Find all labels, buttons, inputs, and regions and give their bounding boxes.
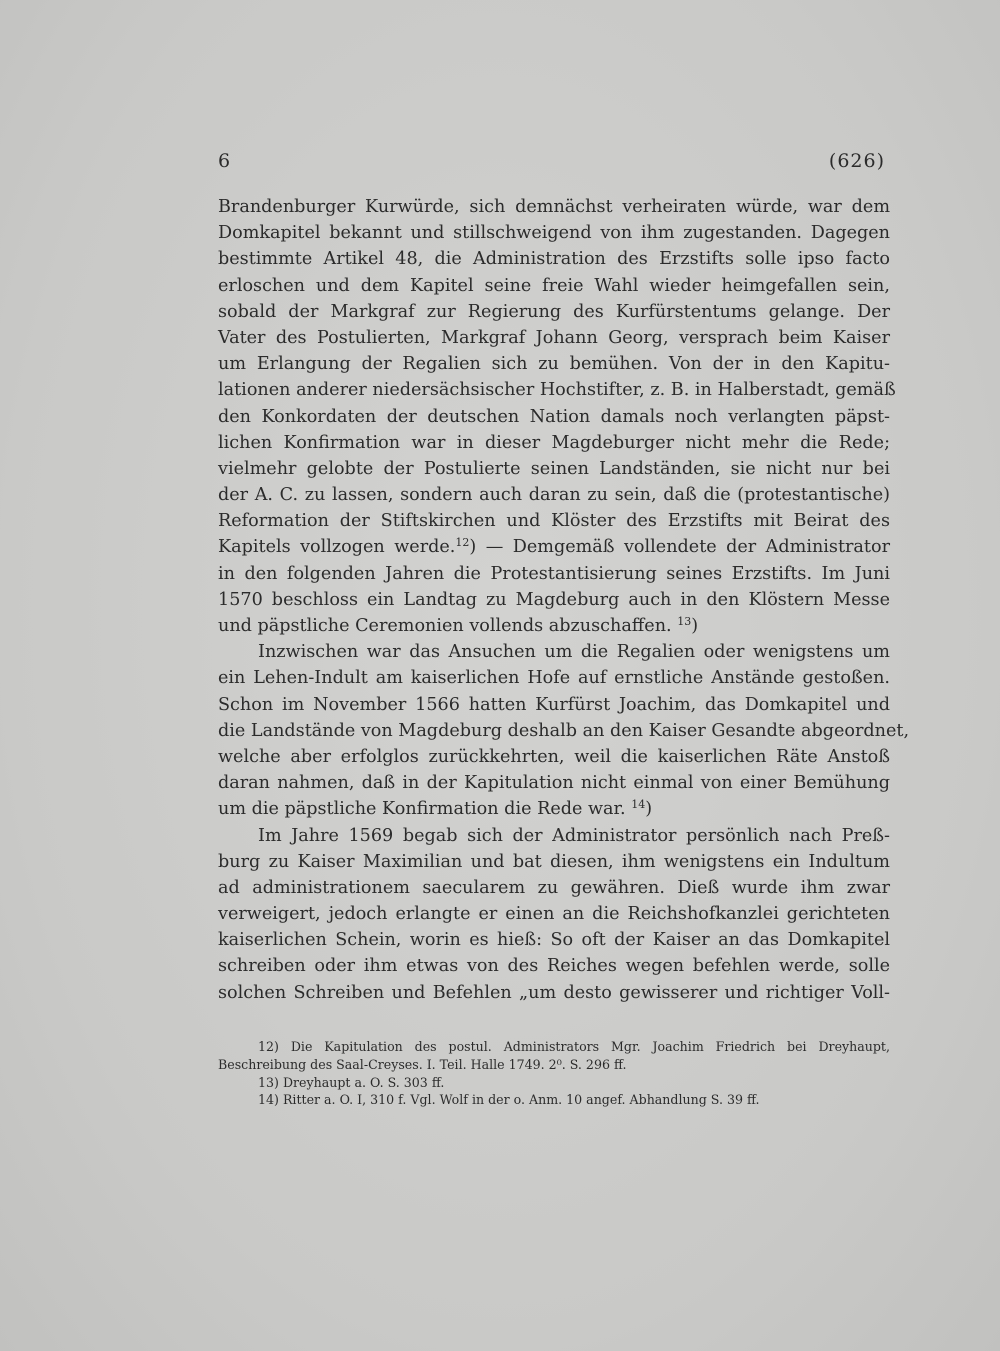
text-line: verweigert, jedoch erlangte er einen an die Reichshofkanzlei gerichteten	[218, 904, 890, 925]
text-line: Reformation der Stiftskirchen und Klöster des Erzstifts mit Beirat des	[218, 511, 890, 532]
text-line: lationen anderer niedersächsischer Hochstifter, z. B. in Halberstadt, gemäß	[218, 380, 896, 401]
original-page-number: (626)	[828, 150, 885, 172]
text-line	[218, 534, 890, 560]
text-line: daran nahmen, daß in der Kapitulation nicht einmal von einer Bemühung	[218, 773, 890, 794]
text-line: lichen Konfirmation war in dieser Magdeburger nicht mehr die Rede;	[218, 432, 890, 453]
footnote-line: 14) Ritter a. O. I, 310 f. Vgl. Wolf in der o. Anm. 10 angef. Abhandlung S. 39 ff.	[258, 1092, 760, 1108]
text-line: Vater des Postulierten, Markgraf Johann Georg, versprach beim Kaiser	[218, 327, 890, 348]
text-line: solchen Schreiben und Befehlen „um desto gewisserer und richtiger Voll-	[218, 982, 890, 1003]
footnote-line: Beschreibung des Saal-Creyses. I. Teil. Halle 1749. 2⁰. S. 296 ff.	[218, 1056, 627, 1072]
page-header	[218, 150, 885, 182]
text-line: welche aber erfolglos zurückkehrten, weil die kaiserlichen Räte Anstoß	[218, 746, 890, 767]
body-text	[218, 194, 910, 1006]
text-line: erloschen und dem Kapitel seine freie Wahl wieder heimgefallen sein,	[218, 275, 890, 296]
footnote-reference: 14	[631, 798, 646, 812]
text-segment: Kapitels vollzogen werde.	[218, 537, 456, 558]
text-line: in den folgenden Jahren die Protestantisierung seines Erzstifts. Im Juni	[218, 563, 890, 584]
page-number: 6	[218, 150, 231, 172]
text-segment: ) — Demgemäß vollendete der Administrator	[469, 537, 890, 558]
text-segment: )	[645, 799, 653, 820]
text-line: kaiserlichen Schein, worin es hieß: So oft der Kaiser an das Domkapitel	[218, 930, 890, 951]
text-line: 1570 beschloss ein Landtag zu Magdeburg auch in den Klöstern Messe	[218, 589, 890, 610]
text-line: die Landstände von Magdeburg deshalb an den Kaiser Gesandte abgeordnet,	[218, 720, 910, 741]
text-line	[218, 796, 890, 822]
text-segment: )	[691, 616, 699, 636]
text-line: ein Lehen-Indult am kaiserlichen Hofe auf ernstliche Anstände gestoßen.	[218, 668, 890, 689]
footnote-reference: 12	[455, 536, 470, 550]
text-segment: um die päpstliche Konfirmation die Rede war.	[218, 799, 632, 820]
text-line: ad administrationem saecularem zu gewähren. Dieß wurde ihm zwar	[218, 877, 890, 898]
text-line: den Konkordaten der deutschen Nation damals noch verlangten päpst-	[218, 406, 890, 427]
text-segment: und päpstliche Ceremonien vollends abzuschaffen.	[218, 616, 678, 636]
text-line: burg zu Kaiser Maximilian und bat diesen, ihm wenigstens ein Indultum	[218, 851, 890, 872]
text-line: Inzwischen war das Ansuchen um die Regalien oder wenigstens um	[258, 642, 890, 663]
text-line	[218, 613, 890, 639]
text-line: bestimmte Artikel 48, die Administration des Erzstifts solle ipso facto	[218, 249, 890, 270]
footnote-line: 12) Die Kapitulation des postul. Administrators Mgr. Joachim Friedrich bei Dreyhaupt,	[258, 1039, 890, 1054]
text-line: Im Jahre 1569 begab sich der Administrator persönlich nach Preß-	[258, 825, 890, 846]
text-line: der A. C. zu lassen, sondern auch daran zu sein, daß die (protestantische)	[218, 485, 890, 506]
text-line: Schon im November 1566 hatten Kurfürst Joachim, das Domkapitel und	[218, 694, 890, 715]
text-line: Brandenburger Kurwürde, sich demnächst verheiraten würde, war dem	[218, 197, 890, 217]
footnotes	[218, 1038, 890, 1109]
footnote-reference: 13	[677, 615, 692, 628]
footnote-line: 13) Dreyhaupt a. O. S. 303 ff.	[258, 1074, 445, 1090]
text-line: um Erlangung der Regalien sich zu bemühen. Von der in den Kapitu-	[218, 354, 890, 375]
text-line: vielmehr gelobte der Postulierte seinen Landständen, sie nicht nur bei	[218, 458, 890, 479]
text-line: schreiben oder ihm etwas von des Reiches wegen befehlen werde, solle	[218, 956, 890, 977]
text-line: sobald der Markgraf zur Regierung des Kurfürstentums gelange. Der	[218, 301, 890, 322]
text-line: Domkapitel bekannt und stillschweigend von ihm zugestanden. Dagegen	[218, 223, 890, 244]
